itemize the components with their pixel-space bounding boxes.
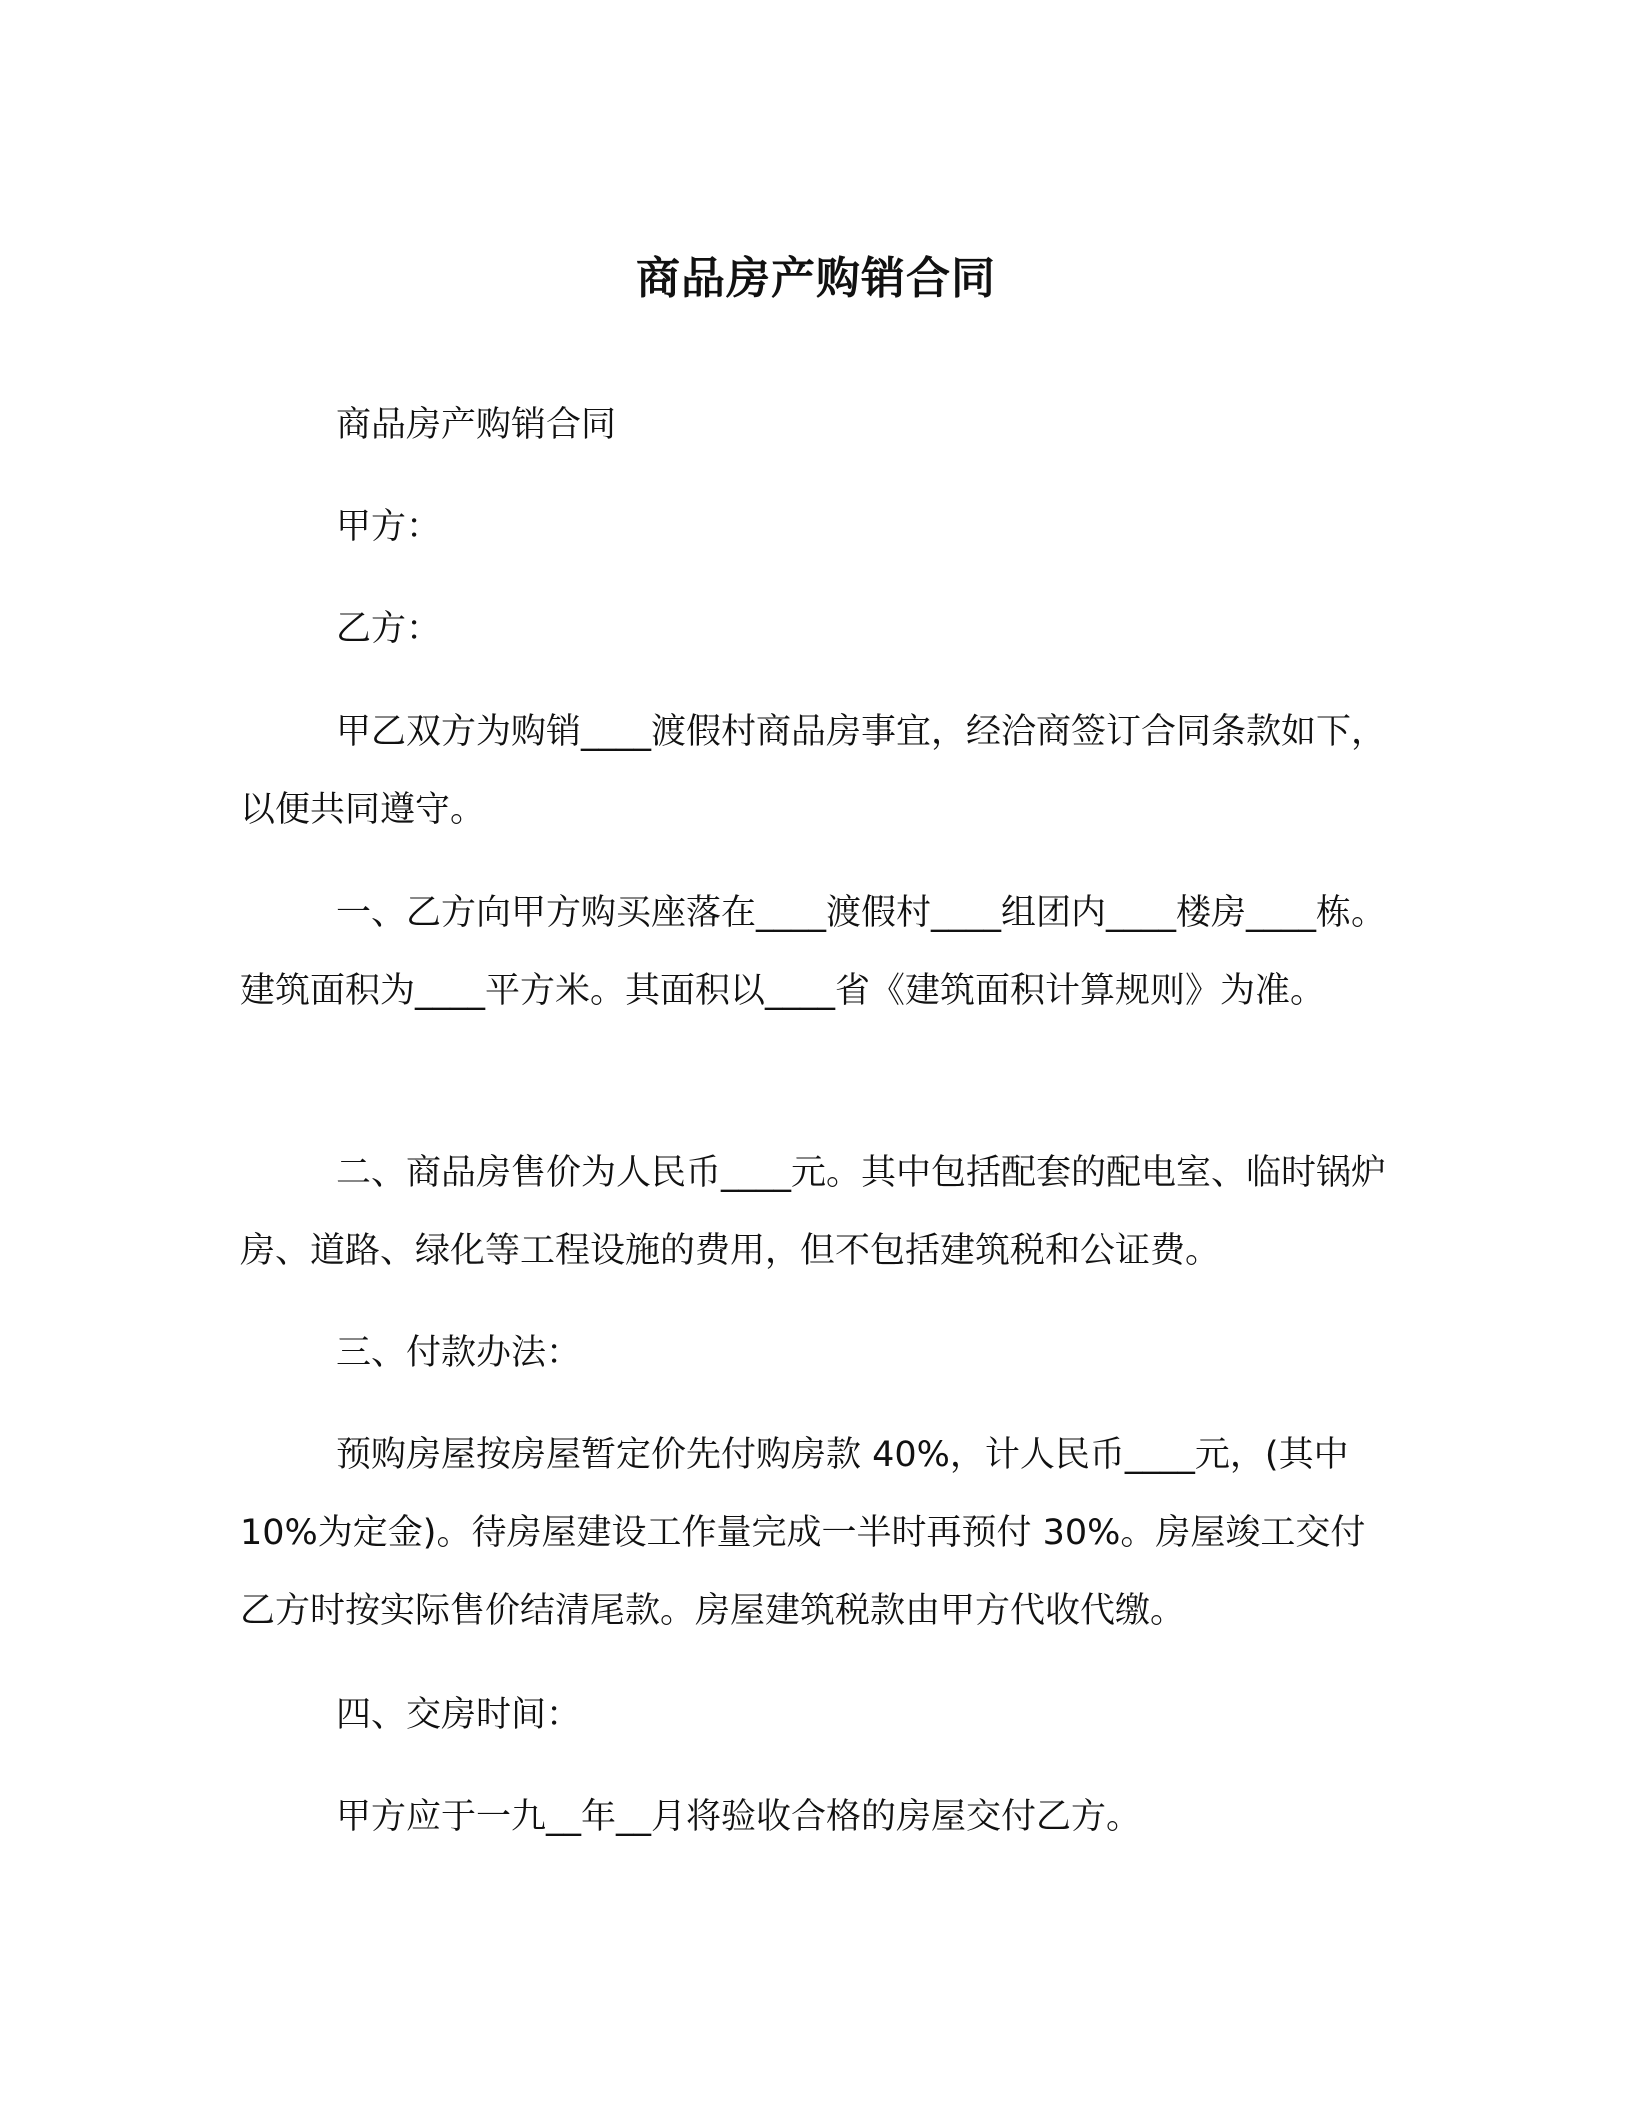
- payment-paragraph: 预购房屋按房屋暂定价先付购房款 40%，计人民币____元，(其中 10%为定金)。待房屋建设工作量完成一半时再预付 30%。房屋竣工交付乙方时按实际售价结清尾款。房屋建筑税款由甲方代收代缴。: [240, 1435, 1366, 1631]
- document-title: 商品房产购销合同: [636, 253, 996, 305]
- intro-paragraph: 甲乙双方为购销____渡假村商品房事宜，经洽商签订合同条款如下，以便共同遵守。: [240, 712, 1387, 830]
- clause-2-paragraph: 二、商品房售价为人民币____元。其中包括配套的配电室、临时锅炉房、道路、绿化等工程设施的费用，但不包括建筑税和公证费。: [240, 1153, 1387, 1271]
- clause-4-heading: 四、交房时间：: [336, 1695, 582, 1735]
- contract-subtitle: 商品房产购销合同: [336, 405, 617, 445]
- clause-1-paragraph: 一、乙方向甲方购买座落在____渡假村____组团内____楼房____栋。建筑面积为____平方米。其面积以____省《建筑面积计算规则》为准。: [240, 893, 1387, 1011]
- clause-3-heading: 三、付款办法：: [336, 1333, 582, 1373]
- party-a-line: 甲方：: [336, 507, 442, 547]
- delivery-paragraph: 甲方应于一九__年__月将验收合格的房屋交付乙方。: [336, 1797, 1142, 1837]
- party-b-line: 乙方：: [336, 609, 442, 649]
